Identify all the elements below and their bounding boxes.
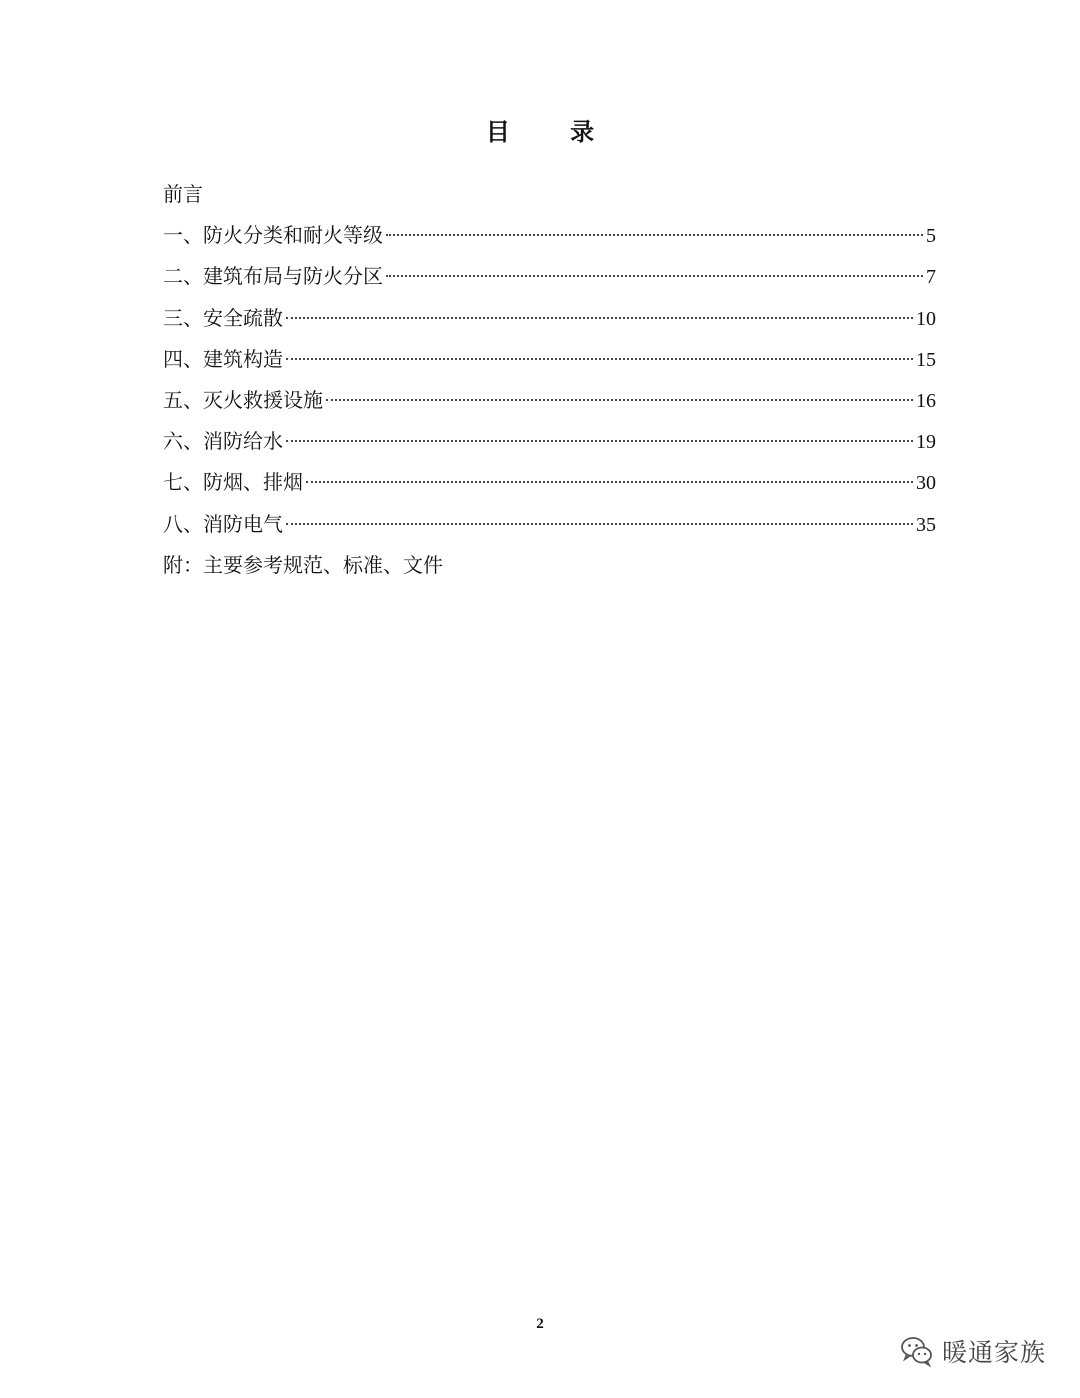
toc-entry-page: 16 (916, 389, 936, 412)
page-number: 2 (536, 1316, 544, 1332)
toc-entry (163, 339, 936, 380)
toc-entry-page: 30 (916, 472, 936, 495)
dot-leader (286, 439, 913, 442)
toc-entry-label: 七、防烟、排烟 (163, 470, 303, 495)
toc-entry-label: 一、防火分类和耐火等级 (163, 223, 383, 248)
toc-preface-label: 前言 (163, 182, 203, 206)
wechat-icon (900, 1334, 934, 1368)
toc-appendix (163, 545, 936, 586)
toc-entry-label: 二、建筑布局与防火分区 (163, 264, 383, 289)
toc-entry-page: 7 (926, 266, 936, 289)
toc-entry-page: 35 (916, 513, 936, 536)
table-of-contents (163, 174, 936, 586)
toc-entry-label: 四、建筑构造 (163, 346, 283, 371)
toc-entry (163, 215, 936, 256)
watermark (900, 1333, 1046, 1369)
toc-entry (163, 462, 936, 503)
toc-preface (163, 174, 936, 215)
dot-leader (386, 274, 923, 277)
dot-leader (326, 398, 913, 401)
toc-entry-page: 10 (916, 307, 936, 330)
page-title: 目 录 (485, 117, 621, 146)
dot-leader (286, 316, 913, 319)
dot-leader (286, 357, 913, 360)
toc-entry-page: 5 (926, 225, 936, 248)
toc-entry-label: 三、安全疏散 (163, 305, 283, 330)
toc-entry-label: 五、灭火救援设施 (163, 387, 323, 412)
toc-entry (163, 298, 936, 339)
toc-entry (163, 421, 936, 462)
dot-leader (386, 233, 923, 236)
watermark-text: 暖通家族 (941, 1338, 1046, 1367)
toc-entry-label: 六、消防给水 (163, 429, 283, 454)
dot-leader (286, 522, 913, 525)
toc-entry-page: 15 (916, 348, 936, 371)
dot-leader (306, 480, 913, 483)
toc-entry (163, 380, 936, 421)
toc-entry-page: 19 (916, 431, 936, 454)
toc-entry (163, 256, 936, 297)
toc-entry-label: 八、消防电气 (163, 511, 283, 536)
toc-appendix-label: 附：主要参考规范、标准、文件 (163, 552, 443, 577)
toc-entry (163, 504, 936, 545)
